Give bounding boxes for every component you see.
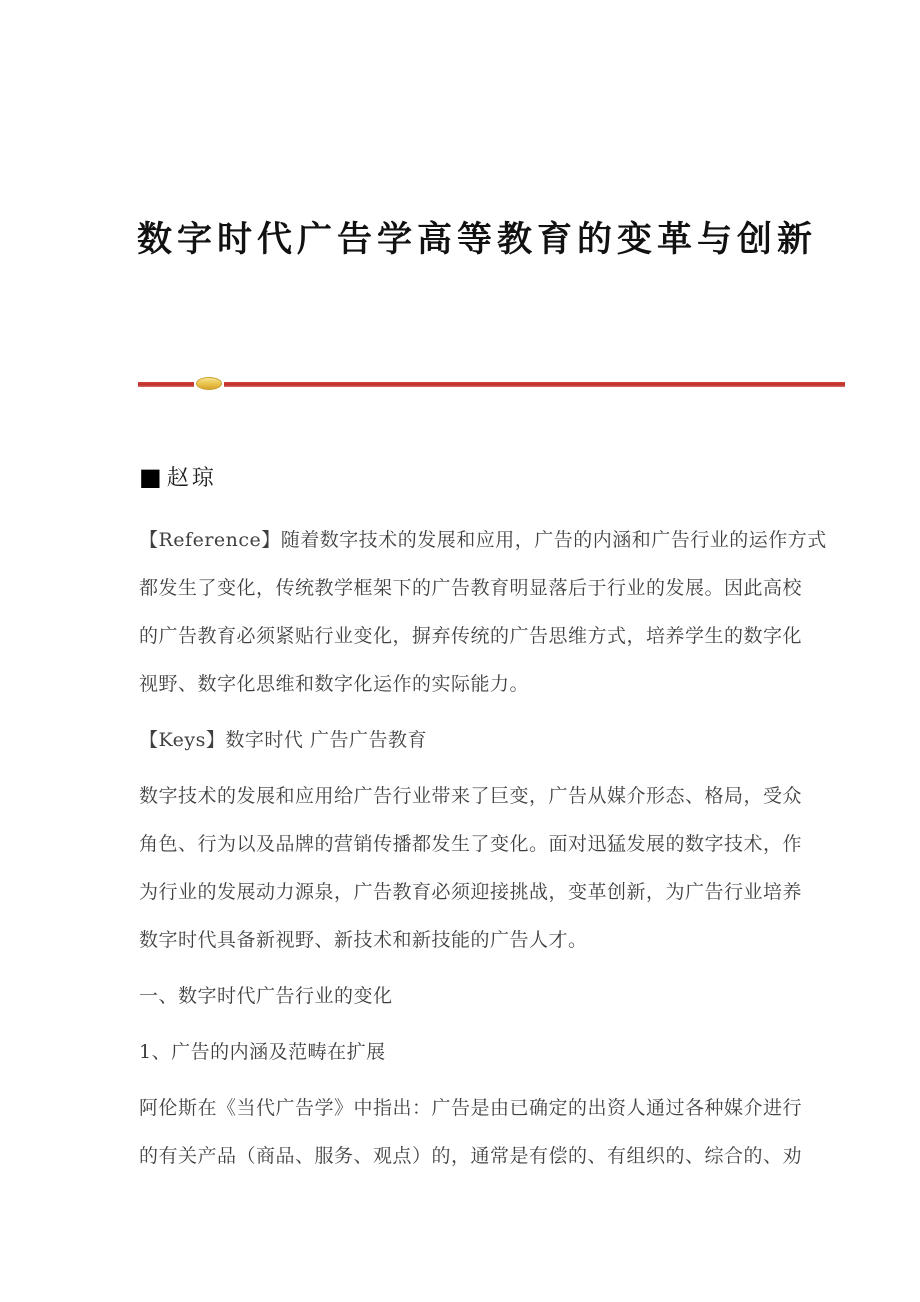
body-line: 阿伦斯在《当代广告学》中指出：广告是由已确定的出资人通过各种媒介进行 — [139, 1097, 803, 1119]
author-name: 赵琼 — [166, 466, 217, 491]
intro-line: 角色、行为以及品牌的营销传播都发生了变化。面对迅猛发展的数字技术，作 — [139, 833, 803, 855]
divider-ellipse-icon — [196, 377, 222, 390]
abstract-line: 视野、数字化思维和数字化运作的实际能力。 — [139, 673, 530, 695]
abstract-line: 【Reference】随着数字技术的发展和应用，广告的内涵和广告行业的运作方式 — [139, 529, 827, 551]
article-title: 数字时代广告学高等教育的变革与创新 — [137, 219, 818, 260]
keywords-line: 【Keys】数字时代 广告广告教育 — [139, 729, 427, 751]
intro-line: 为行业的发展动力源泉，广告教育必须迎接挑战，变革创新，为广告行业培养 — [139, 881, 803, 903]
section-heading: 一、数字时代广告行业的变化 — [139, 985, 393, 1007]
subsection-heading: 1、广告的内涵及范畴在扩展 — [139, 1041, 386, 1063]
author-marker-icon: ■ — [139, 463, 165, 491]
intro-line: 数字技术的发展和应用给广告行业带来了巨变，广告从媒介形态、格局，受众 — [139, 785, 803, 807]
abstract-line: 都发生了变化，传统教学框架下的广告教育明显落后于行业的发展。因此高校 — [139, 577, 803, 599]
body-line: 的有关产品（商品、服务、观点）的，通常是有偿的、有组织的、综合的、劝 — [139, 1145, 803, 1167]
title-divider-rule — [138, 382, 845, 387]
author-line — [139, 461, 217, 492]
intro-line: 数字时代具备新视野、新技术和新技能的广告人才。 — [139, 929, 588, 951]
article-body — [139, 516, 839, 1180]
abstract-line: 的广告教育必须紧贴行业变化，摒弃传统的广告思维方式，培养学生的数字化 — [139, 625, 803, 647]
